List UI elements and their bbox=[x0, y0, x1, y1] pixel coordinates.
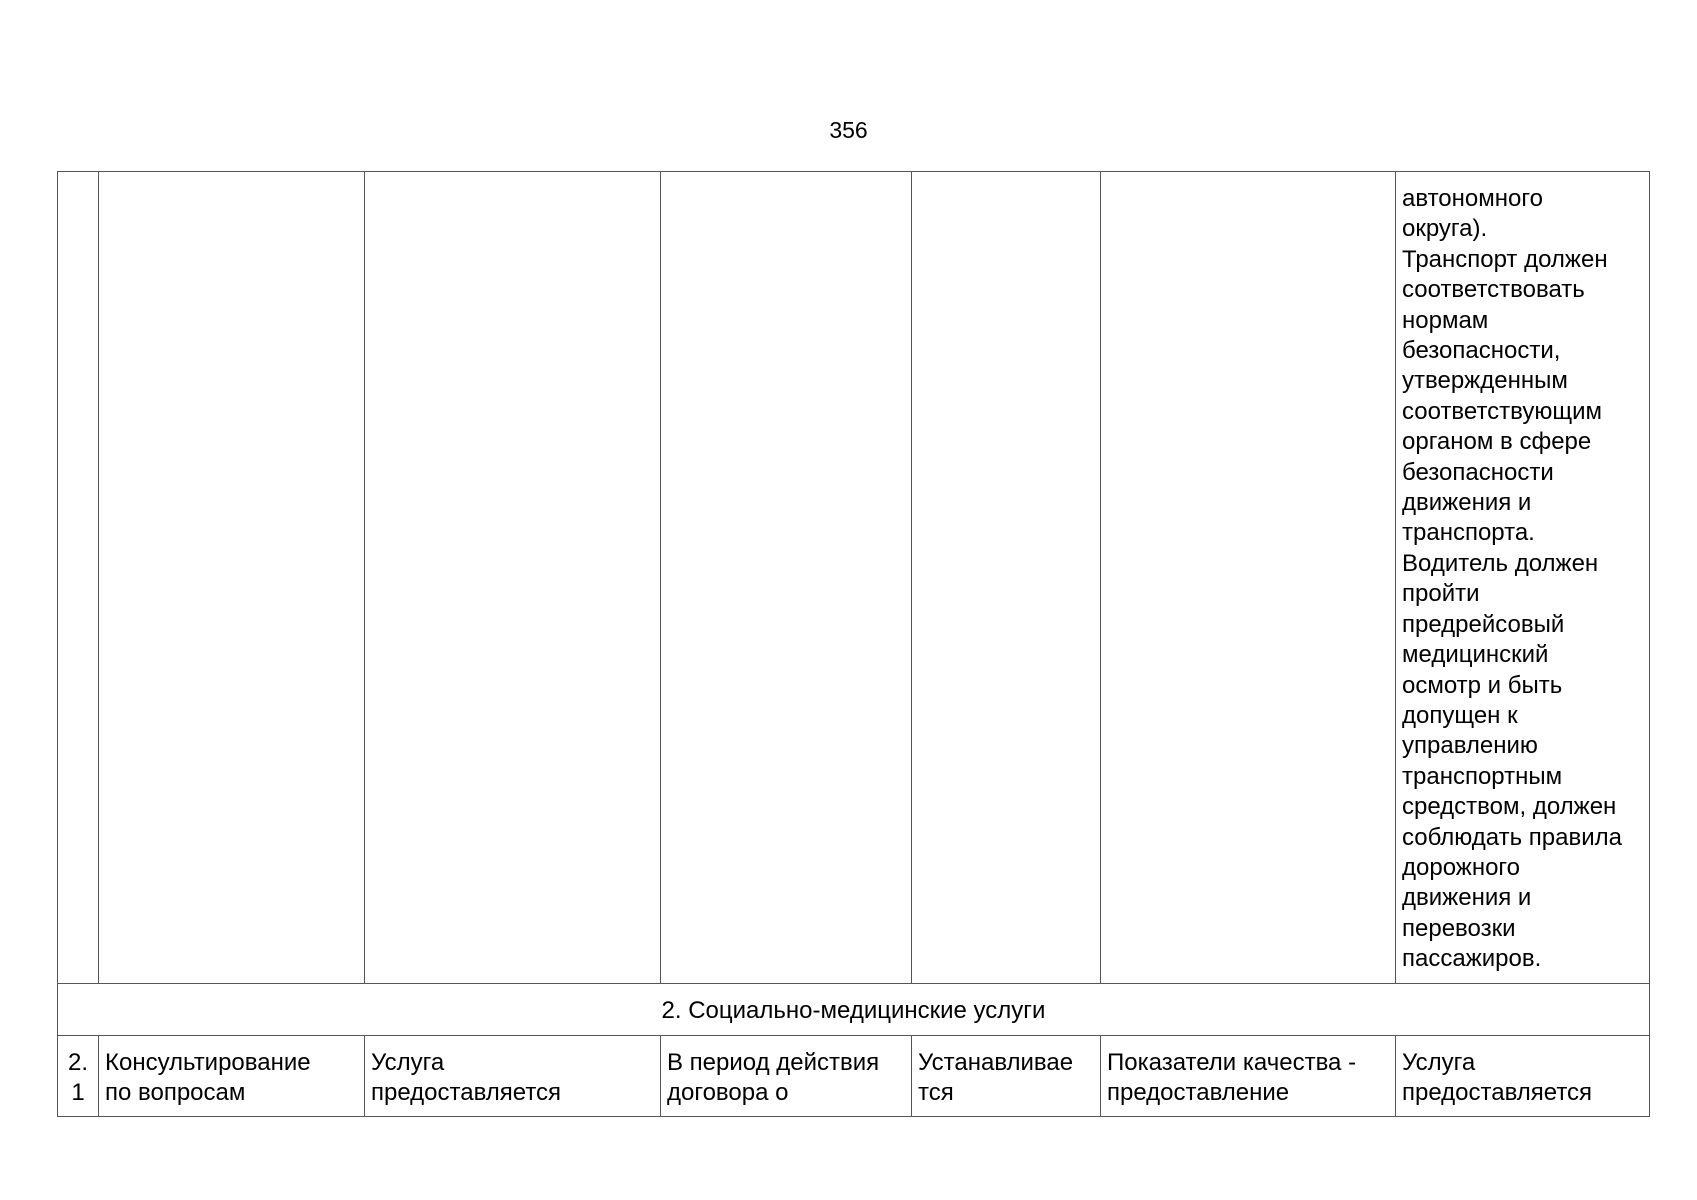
text-line: Консультирование bbox=[105, 1048, 311, 1076]
services-table bbox=[57, 171, 1650, 1117]
text-line: транспортным bbox=[1402, 762, 1563, 790]
text-line: Услуга bbox=[1402, 1048, 1476, 1076]
cell-established bbox=[912, 1035, 1101, 1117]
text-line: Показатели качества - bbox=[1107, 1048, 1357, 1076]
text-line: по вопросам bbox=[105, 1078, 246, 1106]
cell-quality bbox=[1101, 1035, 1396, 1117]
text-line: движения и bbox=[1402, 489, 1532, 517]
text-line: перевозки bbox=[1402, 914, 1516, 942]
text-line: предоставление bbox=[1107, 1078, 1290, 1106]
section-heading: 2. Социально-медицинские услуги bbox=[58, 983, 1650, 1035]
text-line: движения и bbox=[1402, 884, 1532, 912]
text-line: медицинский bbox=[1402, 641, 1549, 669]
table-row-continued bbox=[58, 172, 1650, 984]
cell-service-empty bbox=[99, 172, 365, 984]
cell-established-empty bbox=[912, 172, 1101, 984]
text-line: тся bbox=[918, 1078, 954, 1106]
text-line: 1 bbox=[71, 1078, 85, 1106]
text-line: договора о bbox=[667, 1078, 789, 1106]
text-line: нормам bbox=[1402, 306, 1489, 334]
cell-period-empty bbox=[661, 172, 912, 984]
text-line: Услуга bbox=[371, 1048, 445, 1076]
cell-period bbox=[661, 1035, 912, 1117]
cell-conditions-continued bbox=[1396, 172, 1650, 984]
table-row-2-1 bbox=[58, 1035, 1650, 1117]
text-line: соблюдать правила bbox=[1402, 823, 1622, 851]
cell-number-empty bbox=[58, 172, 99, 984]
text-line: В период действия bbox=[667, 1048, 880, 1076]
text-line: утвержденным bbox=[1402, 367, 1568, 395]
cell-provided-empty bbox=[365, 172, 661, 984]
text-line: соответствовать bbox=[1402, 276, 1585, 304]
text-line: транспорта. bbox=[1402, 519, 1535, 547]
text-line: дорожного bbox=[1402, 853, 1521, 881]
text-line: автономного bbox=[1402, 185, 1543, 212]
text-line: соответствующим bbox=[1402, 397, 1603, 425]
cell-quality-empty bbox=[1101, 172, 1396, 984]
text-line: пройти bbox=[1402, 580, 1480, 608]
text-line: органом в сфере bbox=[1402, 428, 1592, 456]
text-line: управлению bbox=[1402, 732, 1538, 760]
text-line: допущен к bbox=[1402, 701, 1518, 729]
text-line: Транспорт должен bbox=[1402, 245, 1608, 273]
cell-provided bbox=[365, 1035, 661, 1117]
text-line: безопасности bbox=[1402, 458, 1554, 486]
text-line: округа). bbox=[1402, 215, 1488, 243]
text-line: Устанавливае bbox=[918, 1048, 1074, 1076]
text-line: предоставляется bbox=[371, 1078, 562, 1106]
cell-number bbox=[58, 1035, 99, 1117]
page-number: 356 bbox=[829, 117, 868, 143]
text-line: безопасности, bbox=[1402, 337, 1561, 365]
text-line: осмотр и быть bbox=[1402, 671, 1563, 699]
table-row-section bbox=[58, 983, 1650, 1035]
cell-service-name bbox=[99, 1035, 365, 1117]
cell-conditions bbox=[1396, 1035, 1650, 1117]
text-line: средством, должен bbox=[1402, 793, 1617, 821]
text-line: предоставляется bbox=[1402, 1078, 1593, 1106]
text-line: Водитель должен bbox=[1402, 549, 1599, 577]
text-line: пассажиров. bbox=[1402, 945, 1542, 973]
text-line: предрейсовый bbox=[1402, 610, 1565, 638]
text-line: 2. bbox=[67, 1048, 88, 1076]
